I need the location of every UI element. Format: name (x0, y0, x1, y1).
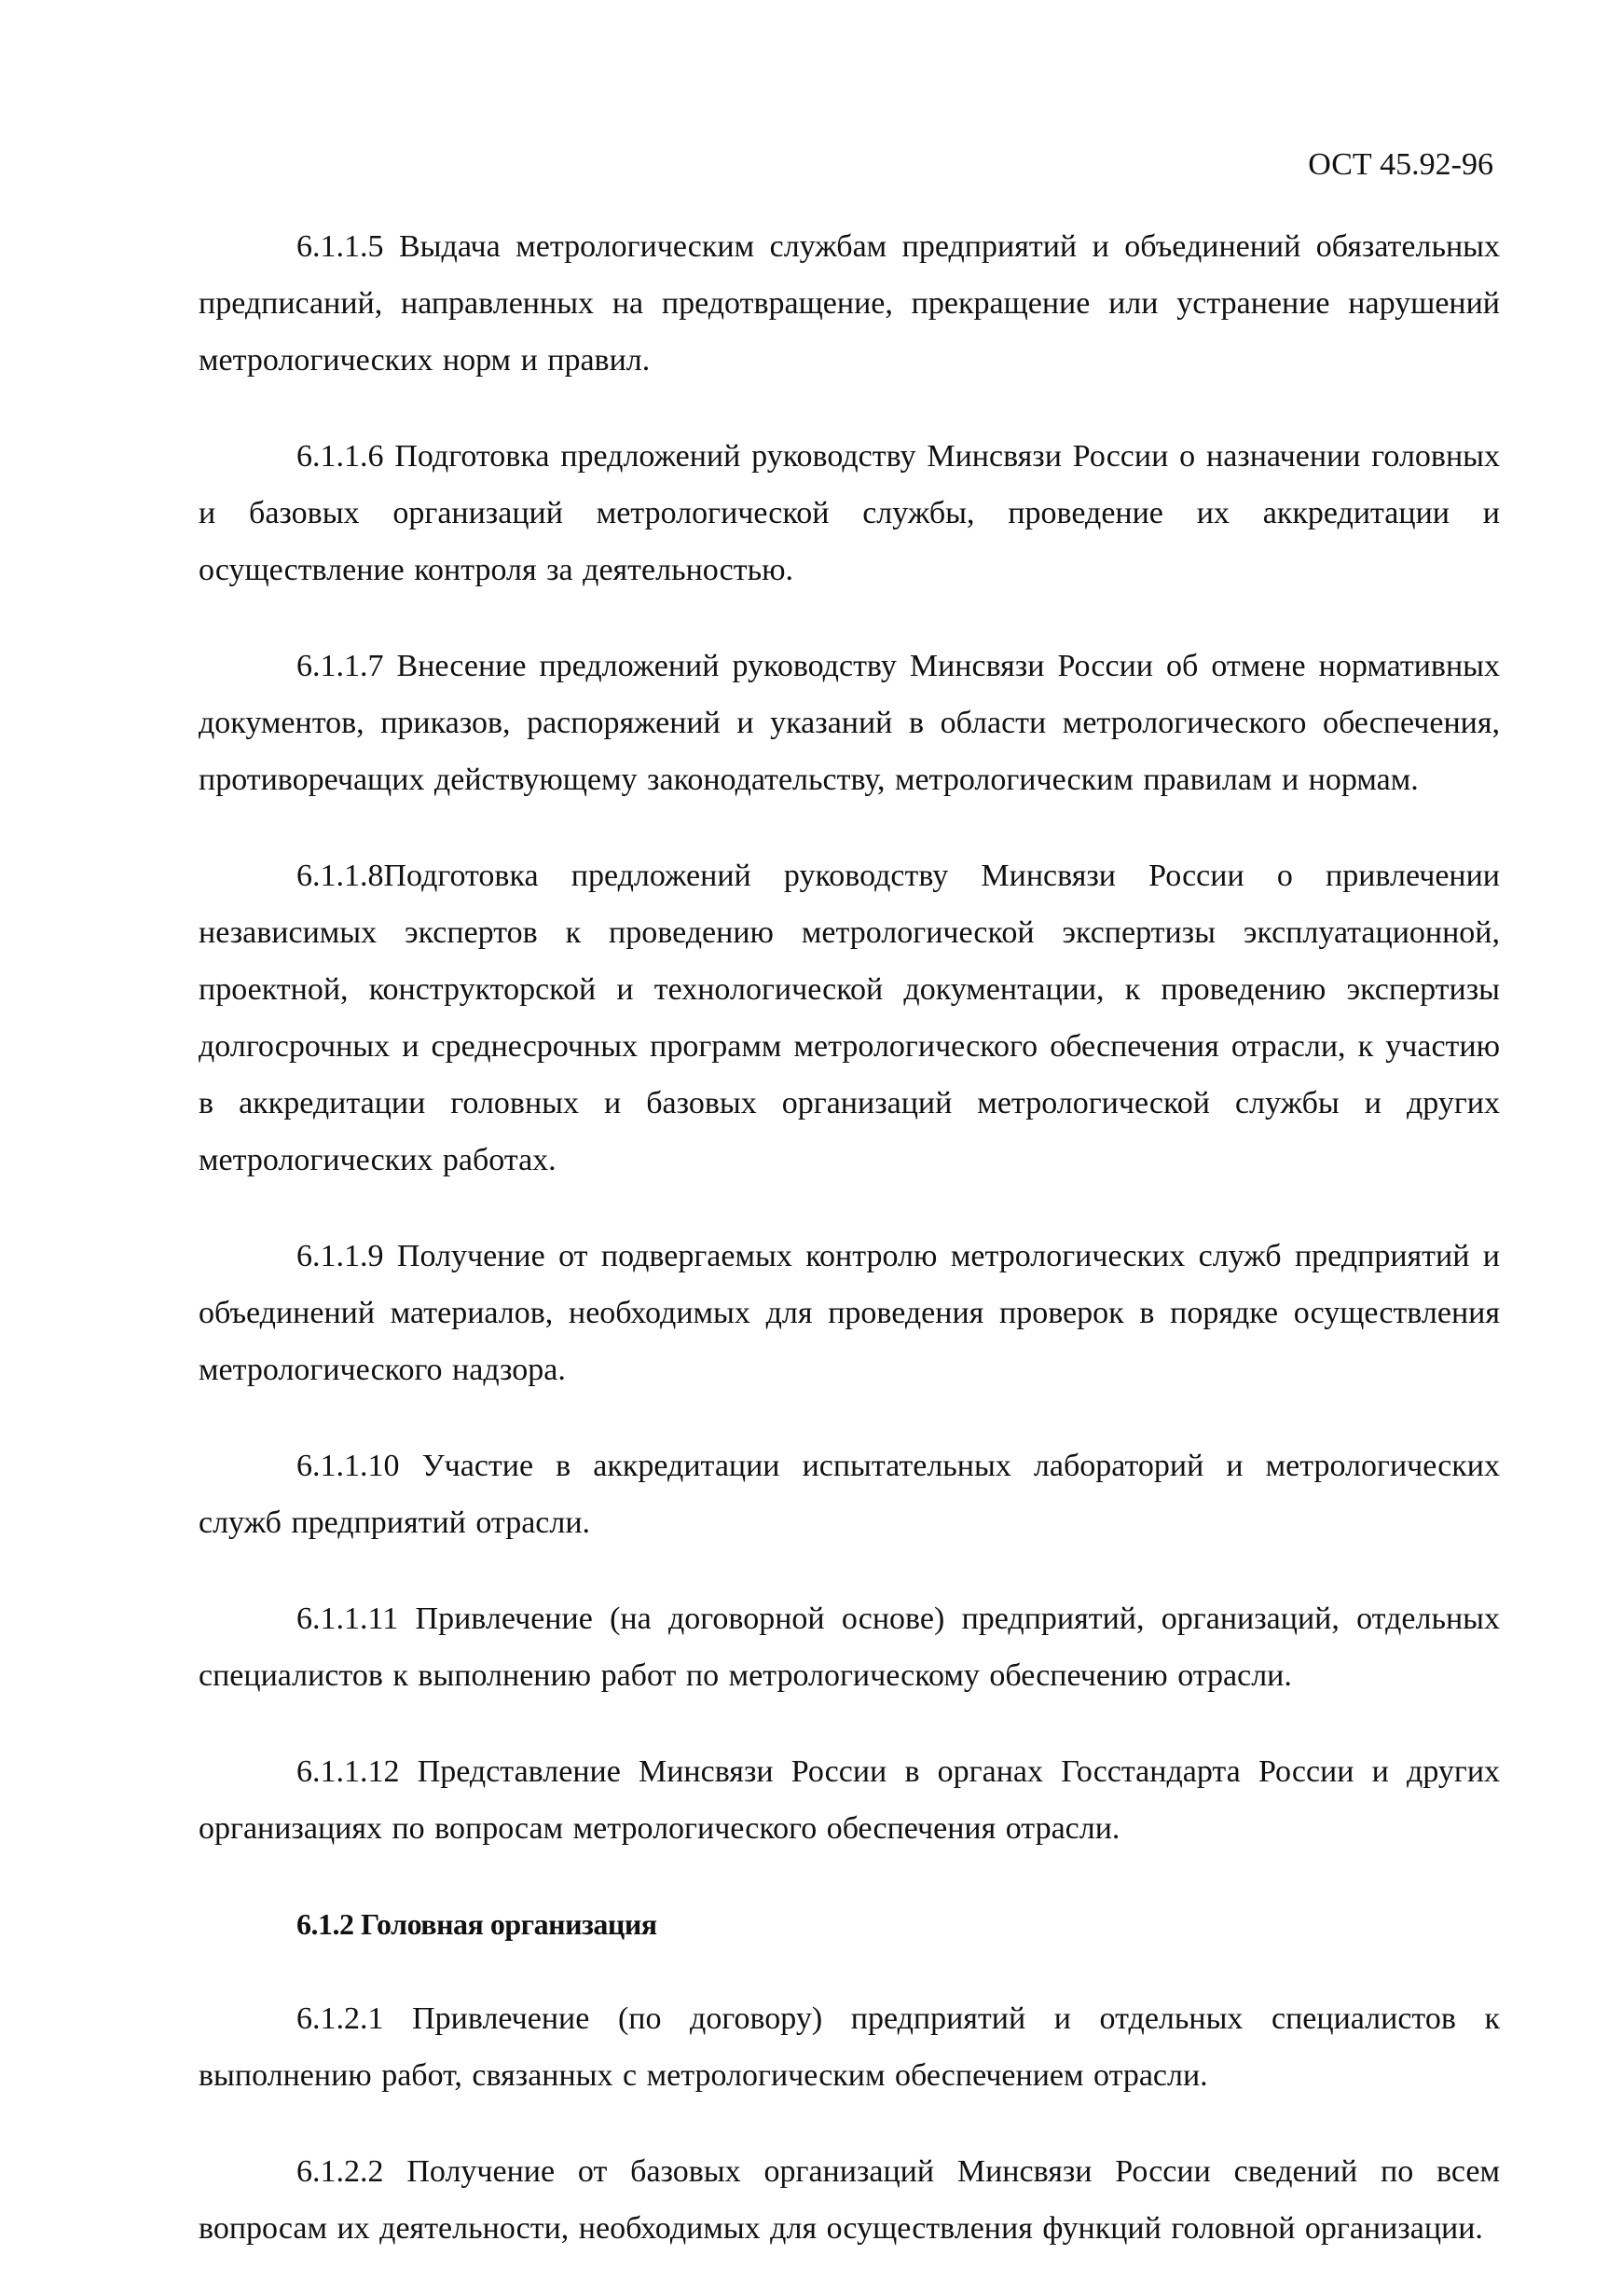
clause-6-1-1-12 (199, 1743, 1500, 1857)
clause-6-1-2-2 (199, 2143, 1500, 2257)
clause-number: 6.1.2.2 (296, 2154, 384, 2189)
clause-6-1-1-6 (199, 428, 1500, 598)
clause-text: Подготовка предложений руководству Минсвязи России о назначении головных и базовых организаций метрологической службы, проведение их аккредитации и осуществление контроля за деятельностью. (199, 439, 1501, 587)
clause-6-1-1-9 (199, 1228, 1500, 1398)
clause-number: 6.1.1.8 (296, 859, 384, 893)
clause-6-1-1-11 (199, 1590, 1500, 1704)
clause-text: Представление Минсвязи России в органах Госстандарта России и других организациях по вопросам метрологического обеспечения отрасли. (199, 1754, 1501, 1846)
clause-6-1-1-8 (199, 847, 1500, 1189)
clause-6-1-1-10 (199, 1437, 1500, 1551)
clause-text: Получение от подвергаемых контролю метрологических служб предприятий и объединений материалов, необходимых для проведения проверок в порядке осуществления метрологического надзора. (199, 1239, 1501, 1387)
document-body (199, 218, 1500, 2296)
clause-number: 6.1.1.5 (296, 229, 384, 264)
clause-6-1-2-1 (199, 1990, 1500, 2104)
clause-number: 6.1.2.1 (296, 2001, 384, 2036)
clause-text: Привлечение (по договору) предприятий и отдельных специалистов к выполнению работ, связанных с метрологическим обеспечением отрасли. (199, 2001, 1501, 2093)
section-heading: 6.1.2 Головная организация (296, 1907, 657, 1941)
clause-text: Получение от базовых организаций Минсвязи России сведений по всем вопросам их деятельности, необходимых для осуществления функций головной организации. (199, 2154, 1501, 2246)
clause-text: Участие в аккредитации испытательных лабораторий и метрологических служб предприятий отрасли. (199, 1449, 1501, 1540)
document-code: ОСТ 45.92-96 (1308, 147, 1493, 182)
clause-text: Подготовка предложений руководству Минсвязи России о привлечении независимых экспертов к проведению метрологической экспертизы эксплуатационной, проектной, конструкторской и технологической документации, к проведению экспертизы долгосрочных и среднесрочных программ метрологического обеспечения отрасли, к участию в аккредитации головных и базовых организаций метрологической службы и других метрологических работах. (199, 859, 1500, 1177)
clause-number: 6.1.1.11 (296, 1602, 399, 1636)
clause-number: 6.1.1.12 (296, 1754, 400, 1789)
clause-number: 6.1.1.9 (296, 1239, 384, 1273)
clause-number: 6.1.1.7 (296, 649, 384, 683)
clause-number: 6.1.1.6 (296, 439, 384, 474)
clause-6-1-1-5 (199, 218, 1500, 389)
clause-text: Привлечение (на договорной основе) предприятий, организаций, отдельных специалистов к выполнению работ по метрологическому обеспечению отрасли. (199, 1602, 1500, 1693)
clause-text: Выдача метрологическим службам предприятий и объединений обязательных предписаний, направленных на предотвращение, прекращение или устранение нарушений метрологических норм и правил. (199, 229, 1500, 378)
clause-text: Внесение предложений руководству Минсвязи России об отмене нормативных документов, приказов, распоряжений и указаний в области метрологического обеспечения, противоречащих действующему законодательству, метрологическим правилам и нормам. (199, 649, 1500, 797)
clause-6-1-1-7 (199, 638, 1500, 808)
clause-number: 6.1.1.10 (296, 1449, 400, 1483)
